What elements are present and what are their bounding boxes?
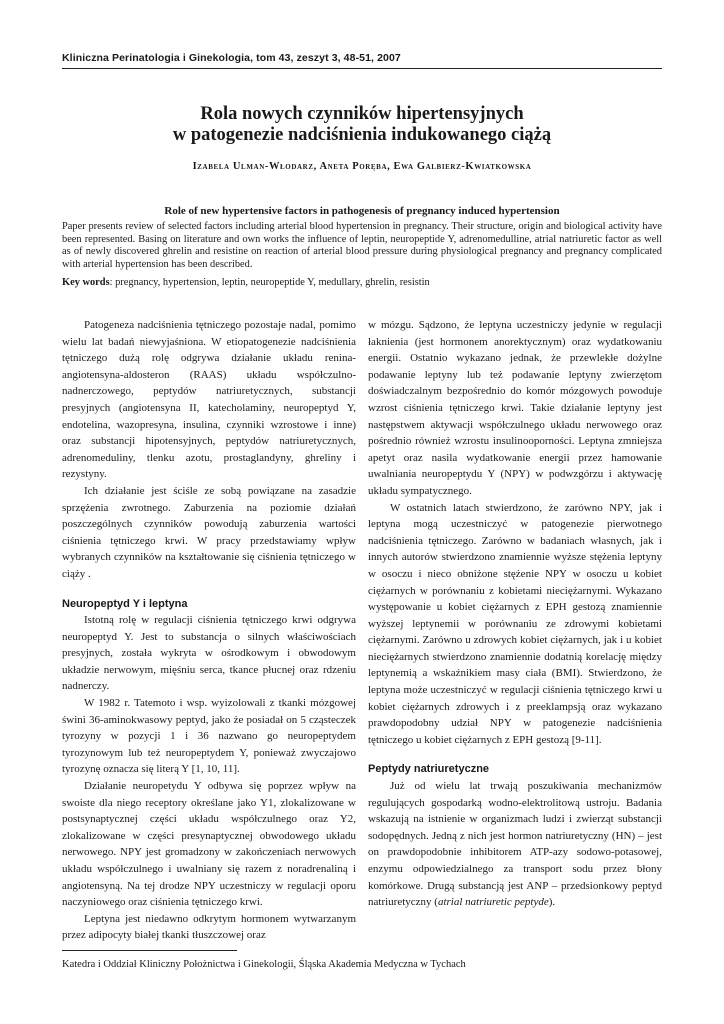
paragraph: Działanie neuropetydu Y odbywa się poprzez wpływ na swoiste dla niego receptory określane jako Y1, zlokalizowane w postsynaptycznej części układu współczulnego oraz Y2, zlokalizowane w części presynaptycznej obwodowego układu nerwowego. NPY jest gromadzony w zakończeniach nerwowych układu współczulnego i uwalniany się razem z noradrenaliną i angiotensyną. Na tej drodze NPY uczestniczy w regulacji oporu naczyniowego oraz ciśnienia tętniczego krwi. xyxy=(62,780,356,909)
section-heading: Peptydy natriuretyczne xyxy=(368,763,490,776)
title-line-1: Rola nowych czynników hipertensyjnych xyxy=(200,104,524,124)
affiliation-footnote: Katedra i Oddział Kliniczny Położnictwa i Ginekologii, Śląska Akademia Medyczna w Tychach xyxy=(62,959,466,970)
footnote-divider xyxy=(62,950,237,951)
section-gap xyxy=(368,748,662,761)
left-column xyxy=(62,317,356,944)
title-line-2: w patogenezie nadciśnienia indukowanego ciążą xyxy=(172,125,552,145)
paragraph-text: Już od wielu lat trwają poszukiwania mechanizmów regulujących gospodarką wodno-elektrolitową ustroju. Badania wskazują na istnienie w organizmach ludzi i zwierząt substancji sodopędnych. Jedną z nich jest hormon natriuretyczny (HN) – jest on prawdopodobnie inhibitorem ATP-azy sodowo-potasowej, enzymu odpowiedzialnego za transport sodu przez błony komórkowe. Drugą substancją jest ANP – przedsionkowy peptyd natriuretyczny ( xyxy=(368,780,662,909)
article-title xyxy=(62,104,662,146)
header-divider xyxy=(62,68,662,69)
section-gap xyxy=(62,583,356,596)
paragraph: Istotną rolę w regulacji ciśnienia tętniczego krwi odgrywa neuropeptyd Y. Jest to substancja o silnych właściwościach presyjnych, została wykryta w ośrodkowym i obwodowym układzie nerwowym, mięśniu serca, tkance płucnej oraz rdzeniu nadnerczy. xyxy=(62,614,356,693)
paragraph: W 1982 r. Tatemoto i wsp. wyizolowali z tkanki mózgowej świni 36-aminokwasowy peptyd, jako że posiadał on 5 cząsteczek tyrozyny w pozycji 1 i 36 nazwano go neuropeptydem tyrozynowym lub też neuropeptydem Y, ponieważ zwyczajowo tyrozynę oznacza się literą Y [1, 10, 11]. xyxy=(62,697,356,776)
paragraph-end: ). xyxy=(548,896,556,909)
keywords-label: Key words xyxy=(62,277,110,288)
paragraph: W ostatnich latach stwierdzono, że zarówno NPY, jak i leptyna mogą uczestniczyć w patogenezie pierwotnego nadciśnienia tętniczego. Zarówno w badaniach własnych, jak i innych autorów stwierdzono znamiennie wyższe stężenia leptyny w osoczu i nieco obniżone stężenie NPY w osoczu u kobiet ciężarnych w porównaniu z kobietami nieciężarnymi. Wykazano występowanie u kobiet ciężarnych z EPH gestozą znamiennie wyższej leptynemii w porównaniu ze zdrowymi kobietami ciężarnymi. Zarówno u zdrowych kobiet ciężarnych, jak i u kobiet nieciężarnych stwierdzono znamiennie dodatnią korelację między leptynemią a wskaźnikiem masy ciała (BMI). Stwierdzono, że leptyna może uczestniczyć w regulacji ciśnienia tętniczego krwi u kobiet ciężarnych zdrowych i z preeklampsją oraz wykazano prawdopodobny udział NPY w patogenezie nadciśnienia tętniczego u kobiet ciężarnych z EPH gestozą [9-11]. xyxy=(368,501,662,746)
keywords-list: : pregnancy, hypertension, leptin, neuropeptide Y, medullary, ghrelin, resistin xyxy=(109,277,430,288)
paragraph: Patogeneza nadciśnienia tętniczego pozostaje nadal, pomimo wielu lat badań niewyjaśniona. W etiopatogenezie nadciśnienia tętniczego dużą rolę odgrywa działanie układu renina-angiotensyna-aldosteron (RAAS) układu współczulno-nadnerczowego, peptydów natriuretycznych, substancji presyjnych (angiotensyna II, katecholaminy, neuropeptyd Y, endotelina, wazopresyna, insulina, czynniki wzrostowe i inne) oraz substancji hipotensyjnych, peptydów natriuretycznych, adrenomeduliny, tlenku azotu, prostaglandyny, ghreliny i rezystyny. xyxy=(62,319,356,481)
abstract-title: Role of new hypertensive factors in pathogenesis of pregnancy induced hypertension xyxy=(164,205,560,217)
authors: Izabela Ulman-Włodarz, Aneta Poręba, Ewa Galbierz-Kwiatkowska xyxy=(192,161,532,172)
journal-header: Kliniczna Perinatologia i Ginekologia, tom 43, zeszyt 3, 48-51, 2007 xyxy=(62,52,401,64)
paragraph: Ich działanie jest ściśle ze sobą powiązane na zasadzie sprzężenia zwrotnego. Zaburzenia na poziomie działań poszczególnych czynników powodują zaburzenia wartości ciśnienia tętniczego krwi. W pracy przedstawiamy wpływ wybranych czynników na kształtowanie się ciśnienia tętniczego w ciąży . xyxy=(62,484,356,580)
paragraph: Leptyna jest niedawno odkrytym hormonem wytwarzanym przez adipocyty białej tkanki tłuszczowej oraz xyxy=(62,912,356,942)
italic-term: atrial natriuretic peptyde xyxy=(437,896,549,909)
right-column xyxy=(368,317,662,911)
section-heading: Neuropeptyd Y i leptyna xyxy=(62,597,188,610)
paragraph: w mózgu. Sądzono, że leptyna uczestniczy jedynie w regulacji łaknienia (jest hormonem anorektycznym) oraz wydatkowaniu energii. Ostatnio wykazano jednak, że przewlekłe dożylne podawanie leptyny lub też podawanie leptyny zwierzętom doświadczalnym bezpośrednio do komór mózgowych powoduje wzrost ciśnienia tętniczego krwi. Takie działanie leptyny jest następstwem aktywacji współczulnego układu nerwowego oraz pośrednio również wzrostu insulinooporności. Leptyna zmniejsza apetyt oraz nasila wydatkowanie energii przez hamowanie uwalniania neuropeptydu Y (NPY) w podwzgórzu i aktywację układu sympatycznego. xyxy=(368,319,662,497)
abstract: Paper presents review of selected factors including arterial blood hypertension in pregnancy. Their structure, origin and biological activity have been represented. Basing on literature and own works the influence of leptin, neuropeptide Y, adrenomedulline, atrial natriuretic factor as well as of newly discovered ghrelin and resistine on reaction of arterial blood pressure during physiological pregnancy and pregnancy complicated with arterial hypertension has been described. xyxy=(62,221,662,271)
paragraph xyxy=(368,778,662,911)
keywords xyxy=(62,277,662,290)
